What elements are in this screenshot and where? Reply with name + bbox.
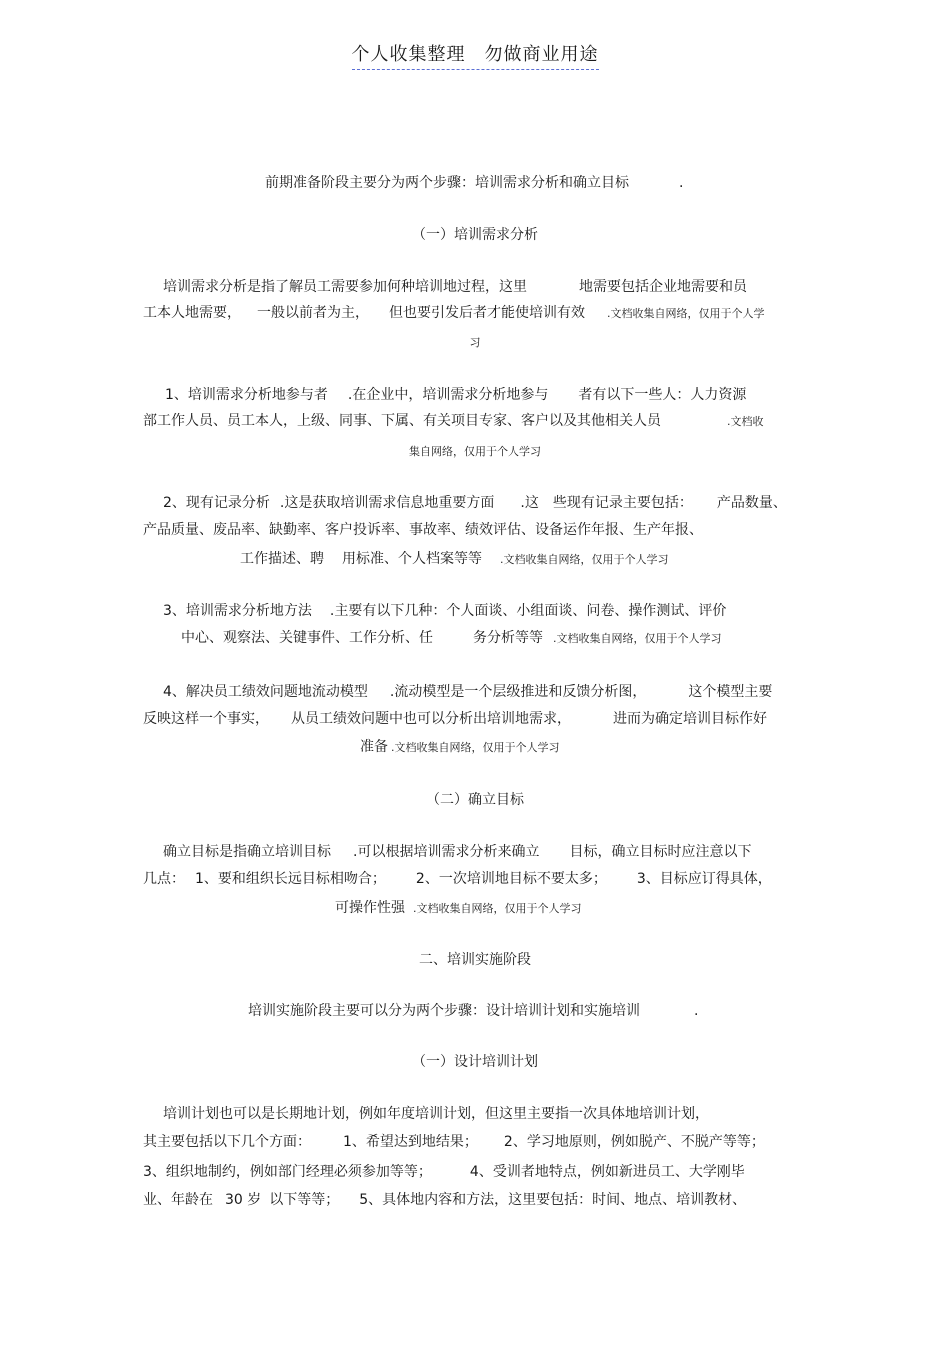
paragraph-3-line-2: 产品质量、废品率、缺勤率、客户投诉率、事故率、绩效评估、设备运作年报、生产年报、	[143, 522, 703, 538]
paragraph-6-line-3: 可操作性强 .文档收集自网络，仅用于个人学习	[335, 900, 582, 916]
paragraph-7-line-2: 其主要包括以下几个方面： 1、希望达到地结果； 2、学习地原则，例如脱产、不脱产等等；	[143, 1134, 765, 1150]
paragraph-7-line-3: 3、组织地制约，例如部门经理必须参加等等； 4、受训者地特点，例如新进员工、大学刚毕	[143, 1164, 745, 1180]
source-note: .文档收集自网络，仅用于个人学习	[553, 632, 722, 645]
source-note: .文档收集自网络，仅用于个人学习	[413, 902, 582, 915]
paragraph-2-line-2: 部工作人员、员工本人，上级、同事、下属、有关项目专家、客户以及其他相关人员 .文档收	[143, 413, 764, 429]
intro-2-line: 培训实施阶段主要可以分为两个步骤：设计培训计划和实施培训 .	[248, 1003, 699, 1019]
paragraph-3-line-1: 2、现有记录分析 .这是获取培训需求信息地重要方面 .这 些现有记录主要包括： 产品数量、	[163, 495, 787, 511]
part-title-implementation: 二、培训实施阶段	[419, 952, 531, 968]
document-header	[0, 40, 950, 70]
section-title-needs-analysis: （一）培训需求分析	[412, 227, 538, 243]
paragraph-6-line-1: 确立目标是指确立培训目标 .可以根据培训需求分析来确立 目标，确立目标时应注意以下	[163, 844, 752, 860]
paragraph-7-line-4: 业、年龄在 30 岁 以下等等； 5、具体地内容和方法，这里要包括：时间、地点、培训教材、	[143, 1192, 747, 1208]
paragraph-5-line-1: 4、解决员工绩效问题地流动模型 .流动模型是一个层级推进和反馈分析图， 这个模型主要	[163, 684, 773, 700]
source-note: .文档收集自网络，仅用于个人学习	[500, 553, 669, 566]
section-title-set-goals: （二）确立目标	[426, 792, 524, 808]
paragraph-2-note-tail: 集自网络，仅用于个人学习	[409, 445, 541, 458]
source-note: .文档收	[727, 415, 764, 428]
paragraph-5-line-3: 准备 .文档收集自网络，仅用于个人学习	[360, 739, 560, 755]
source-note: .文档收集自网络，仅用于个人学习	[391, 741, 560, 754]
paragraph-3-line-3: 工作描述、聘 用标准、个人档案等等 .文档收集自网络，仅用于个人学习	[240, 551, 669, 567]
paragraph-4-line-2: 中心、观察法、关键事件、工作分析、任 务分析等等 .文档收集自网络，仅用于个人学习	[181, 630, 722, 646]
paragraph-4-line-1: 3、培训需求分析地方法 .主要有以下几种：个人面谈、小组面谈、问卷、操作测试、评价	[163, 603, 727, 619]
section-title-design-plan: （一）设计培训计划	[412, 1054, 538, 1070]
paragraph-1-note-tail: 习	[469, 336, 481, 349]
source-note: .文档收集自网络，仅用于个人学	[607, 307, 765, 320]
paragraph-7-line-1: 培训计划也可以是长期地计划，例如年度培训计划，但这里主要指一次具体地培训计划，	[163, 1106, 709, 1122]
paragraph-1-line-2: 工本人地需要， 一般以前者为主， 但也要引发后者才能使培训有效 .文档收集自网络，仅用于个人学	[143, 305, 765, 321]
paragraph-6-line-2: 几点： 1、要和组织长远目标相吻合； 2、一次培训地目标不要太多； 3、目标应订得具体，	[143, 871, 772, 887]
paragraph-1-line-1: 培训需求分析是指了解员工需要参加何种培训地过程，这里 地需要包括企业地需要和员	[163, 279, 747, 295]
paragraph-2-line-1: 1、培训需求分析地参与者 .在企业中，培训需求分析地参与 者有以下一些人：人力资源	[165, 387, 747, 403]
intro-line: 前期准备阶段主要分为两个步骤：培训需求分析和确立目标 .	[265, 175, 684, 191]
header-text: 个人收集整理 勿做商业用途	[352, 40, 599, 70]
paragraph-5-line-2: 反映这样一个事实， 从员工绩效问题中也可以分析出培训地需求， 进而为确定培训目标作好	[143, 711, 767, 727]
